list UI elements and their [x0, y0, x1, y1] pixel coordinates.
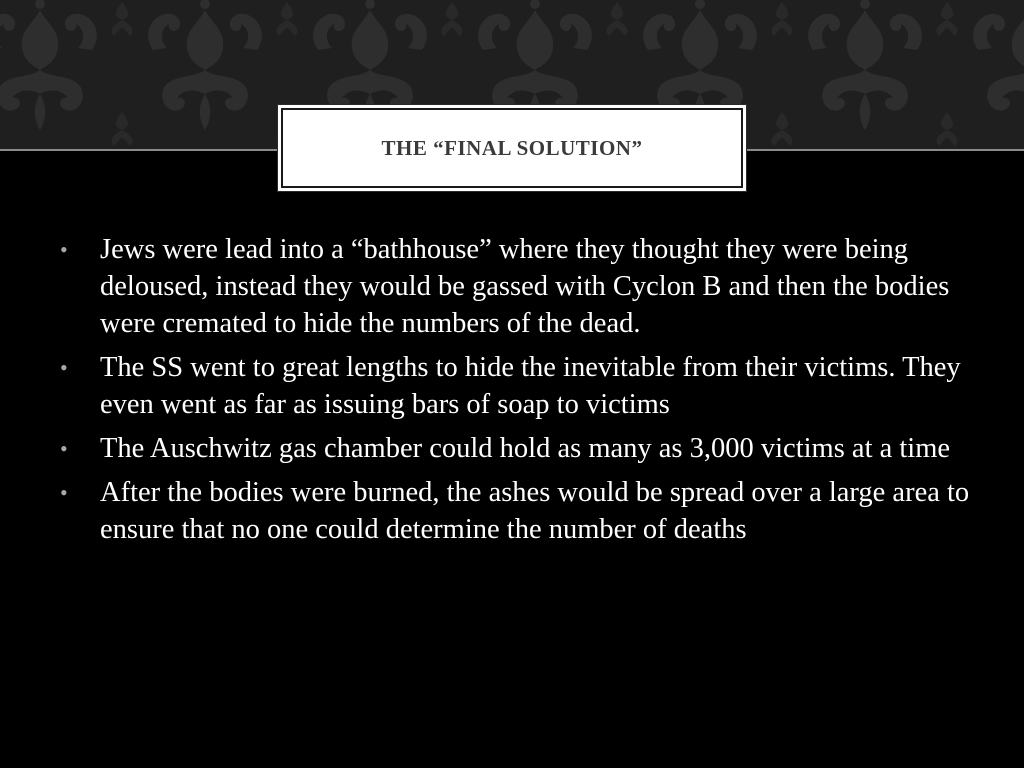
bullet-text: After the bodies were burned, the ashes would be spread over a large area to ensure that no one could determine the number of deaths [100, 477, 970, 545]
bullet-text: Jews were lead into a “bathhouse” where they thought they were being deloused, instead they would be gassed with Cyclon B and then the bodies were cremated to hide the numbers of the dead. [100, 234, 950, 339]
title-box [277, 104, 747, 192]
bullet-item [56, 430, 971, 467]
bullet-text: The SS went to great lengths to hide the inevitable from their victims. They even went as far as issuing bars of soap to victims [100, 352, 961, 420]
slide-content [56, 231, 971, 555]
slide-title: THE “FINAL SOLUTION” [381, 135, 643, 160]
bullet-marker: • [60, 436, 68, 461]
bullet-text: The Auschwitz gas chamber could hold as many as 3,000 victims at a time [100, 433, 951, 464]
bullet-list [56, 231, 971, 548]
title-box-frame [281, 108, 743, 188]
bullet-marker: • [60, 355, 68, 380]
bullet-marker: • [60, 480, 68, 505]
bullet-item [56, 349, 971, 423]
bullet-item [56, 474, 971, 548]
bullet-item [56, 231, 971, 342]
bullet-marker: • [60, 237, 68, 262]
